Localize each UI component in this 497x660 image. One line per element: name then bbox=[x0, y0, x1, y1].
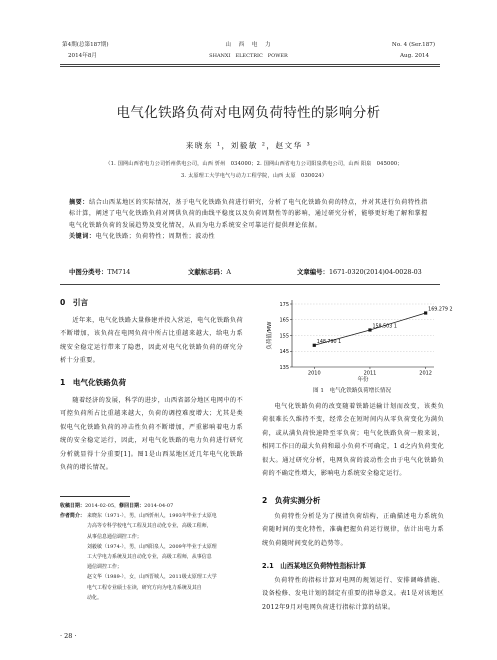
paper-authors: 来晓东 ¹，刘毅敏 ²，赵文华 ³ bbox=[185, 141, 312, 150]
x-tick-label: 2012 bbox=[419, 370, 433, 377]
data-label: 158.503 1 bbox=[372, 324, 397, 330]
data-point bbox=[313, 344, 316, 347]
chart-series bbox=[313, 307, 453, 347]
x-tick-label: 2011 bbox=[363, 370, 377, 377]
journal-issue-en: No. 4 (Ser.187) bbox=[391, 42, 435, 48]
clc-value: TM714 bbox=[107, 268, 131, 276]
keywords-text: 电气化铁路；负荷特性；周期性；波动性 bbox=[95, 233, 216, 241]
journal-date-en: Aug. 2014 bbox=[399, 53, 429, 59]
bio-line: 刘毅敏（1974-），男，山西阳泉人，2009年毕业于太原理 bbox=[87, 543, 217, 550]
bio-line: 力高等专科学校电气工程及其自动化专业，高级工程师， bbox=[87, 523, 212, 530]
bio-label: 作者简介： bbox=[60, 513, 85, 520]
y-tick-label: 155 bbox=[279, 333, 289, 340]
chart-caption: 图 1 电气化铁路负荷增长情况 bbox=[312, 388, 392, 394]
revised-date: 2014-04-07 bbox=[144, 503, 174, 509]
affiliations bbox=[54, 158, 454, 182]
y-tick-label: 145 bbox=[279, 349, 289, 356]
paper-title: 电气化铁路负荷对电网负荷特性的影响分析 bbox=[116, 105, 381, 121]
section-2-heading: 2 负荷实测分析 bbox=[262, 496, 321, 505]
data-label: 148.790 1 bbox=[316, 339, 342, 345]
data-label: 169.279 2 bbox=[428, 307, 453, 313]
keywords-label: 关键词： bbox=[69, 233, 96, 241]
section-2-1-heading: 2.1 山西某地区负荷特性指标计算 bbox=[262, 562, 366, 570]
load-growth-chart bbox=[262, 296, 453, 383]
chart-axes bbox=[292, 300, 434, 367]
journal-issue: 第4期(总第187期) bbox=[62, 42, 109, 48]
footnote-rule bbox=[60, 496, 130, 497]
section-2-text: 负荷特性分析是为了摸清负荷结构，正确描述电力系统负荷随时间的变化特性，准确把握负荷运行规律，估计出电力系统负荷随时间变化的趋势等。 bbox=[262, 513, 444, 547]
affiliation-line: 3. 太原理工大学电气与动力工程学院，山西 太原 030024） bbox=[180, 173, 327, 179]
abstract-text: 结合山西某地区的实际情况，基于电气化铁路负荷进行研究，分析了电气化铁路负荷的特点，并对其进行负荷特性指标计算，阐述了电气化铁路负荷对网供负荷的曲线平稳度以及负荷周期性等的影响，通过研究分析，能够更好地了解和掌握电气化铁路负荷的发展趋势及变化情况，从而为电力系统安全可靠运行提供理论依据。 bbox=[69, 199, 428, 229]
page-number: · 28 · bbox=[60, 632, 77, 640]
clc-number bbox=[69, 267, 130, 276]
header-rule-thin bbox=[60, 66, 440, 67]
y-tick-label: 165 bbox=[279, 317, 289, 324]
received-label: 收稿日期： bbox=[60, 503, 85, 509]
section-1-text: 随着经济的发展，科学的进步，山西省部分地区电网中的不可控负荷所占比重越来越大，负荷的调控难度增大；尤其是类似电气化铁路负荷的冲击性负荷不断增加，严重影响着电力系统的安全稳定运行，因此，对电气化铁路的电力负荷进行研究分析就显得十分重要[1]。图1是山西某地区近几年电气化铁路负荷的增长情况。 bbox=[60, 397, 243, 472]
footnote bbox=[60, 501, 250, 603]
chart-y-label: 负荷值/MW bbox=[267, 321, 273, 350]
abstract bbox=[69, 197, 429, 243]
section-2-1-text: 负荷特性的指标计算对电网的规划运行、安排调峰措施、设备检修、发电计划的制定有重要的指导意义。表1是对该地区2012年9月对电网负荷进行指标计算的结果。 bbox=[262, 577, 444, 611]
affiliation-line: （1. 国网山西省电力公司忻州供电公司，山西 忻州 034000；2. 国网山西省电力公司阳泉供电公司，山西 阳泉 045000； bbox=[105, 161, 403, 167]
meta-rule bbox=[60, 284, 440, 285]
header-rule bbox=[60, 64, 440, 65]
section-1-heading: 1 电气化铁路负荷 bbox=[60, 378, 127, 387]
clc-label: 中图分类号： bbox=[69, 268, 108, 276]
art-value: 1671-0320(2014)04-0028-03 bbox=[328, 268, 422, 276]
article-number bbox=[297, 267, 422, 276]
journal-name-en: SHANXI ELECTRIC POWER bbox=[209, 53, 288, 59]
doc-label: 文献标志码： bbox=[188, 268, 227, 276]
journal-date-cn: 2014年8月 bbox=[68, 53, 97, 59]
art-label: 文章编号： bbox=[297, 268, 329, 276]
data-point bbox=[368, 328, 371, 331]
revised-label: 修回日期： bbox=[119, 503, 145, 509]
bio-line: 电气工程专业硕士在读，研究方向为电力系统及其自 bbox=[87, 584, 202, 591]
y-tick-label: 175 bbox=[279, 301, 289, 308]
abstract-label: 摘要： bbox=[69, 199, 89, 206]
received-date: 2014-02-05， bbox=[84, 503, 120, 509]
chart-x-ticks bbox=[308, 367, 432, 377]
bio-line: 工大学电力系统及其自动化专业，高级工程师，从事信息 bbox=[87, 554, 212, 561]
chart-x-label: 年份 bbox=[357, 377, 369, 383]
doc-value: A bbox=[226, 268, 231, 276]
bio-line: 从事信息通信调控工作； bbox=[87, 533, 142, 540]
y-tick-label: 135 bbox=[279, 364, 289, 371]
section-0-heading: 0 引言 bbox=[60, 298, 89, 307]
x-tick-label: 2010 bbox=[307, 370, 321, 377]
journal-name-cn: 山 西 电 力 bbox=[225, 42, 272, 48]
bio-line: 通信调控工作； bbox=[87, 564, 122, 571]
section-0-text: 近年来，电气化铁路大量修建并投入营运，电气化铁路负荷不断增加，该负荷在电网负荷中所占比重越来越大，给电力系统安全稳定运行带来了隐患，因此对电气化铁路负荷的研究分析十分重要。 bbox=[60, 317, 243, 365]
bio-line: 动化。 bbox=[87, 594, 102, 601]
bio-line: 来晓东（1971-），男，山西忻州人，1993年毕业于太原电 bbox=[87, 513, 217, 520]
right-column-text: 电气化铁路负荷的改变随着铁路运输计划而改变，该类负荷很难长久维持不变，经常会在短时间内从零负荷变化为满负荷，或从满负荷快速降至零负荷；电气化铁路负荷一般来说，相同工作日的最大负荷和最小负荷不可确定，1 d之内负荷变化很大。通过研究分析，电网负荷的波动性会由于电气化铁路负荷的不确定性增大，影响电力系统安全稳定运行。 bbox=[262, 403, 444, 478]
bio-line: 赵文华（1989-），女，山西晋城人，2011级太原理工大学 bbox=[87, 574, 217, 581]
chart-y-ticks bbox=[279, 302, 292, 371]
data-point bbox=[424, 311, 427, 314]
document-code bbox=[188, 267, 231, 276]
